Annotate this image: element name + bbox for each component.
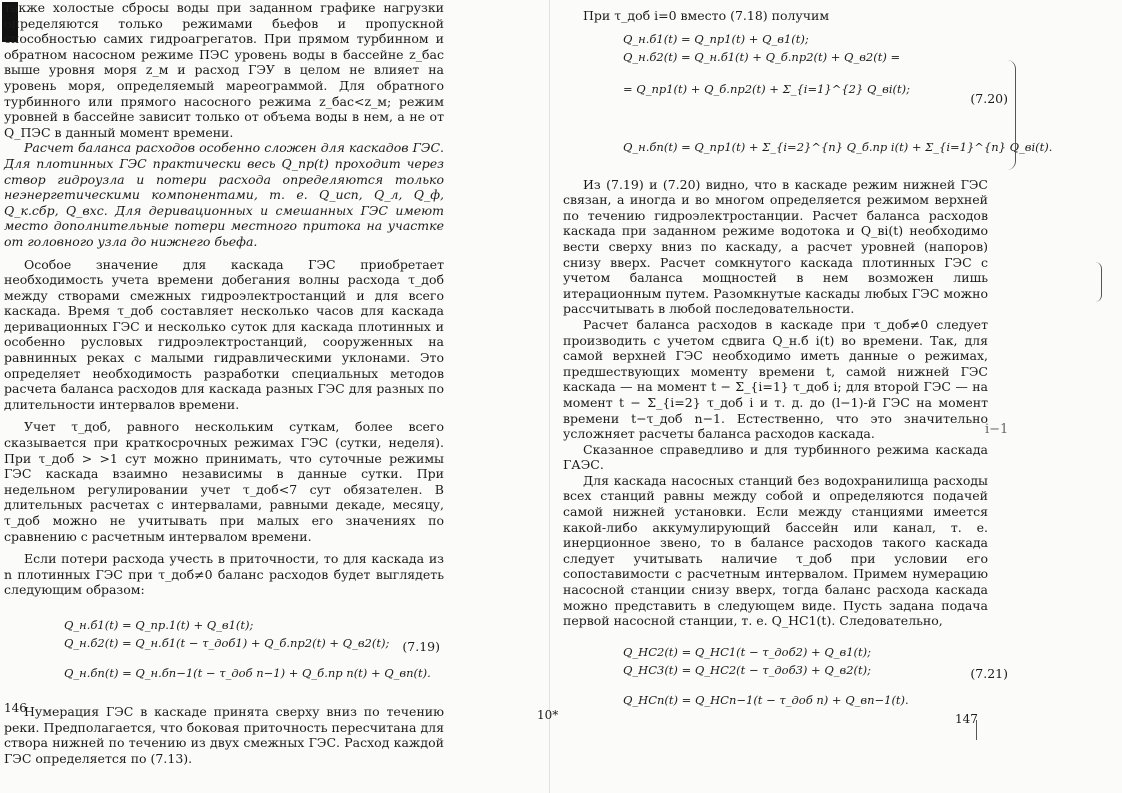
margin-bracket: [1095, 262, 1102, 302]
equation-number: (7.20): [970, 90, 1008, 106]
formula-line: Q_НС2(t) = Q_НС1(t − τ_доб2) + Q_в1(t);: [623, 644, 871, 659]
margin-bracket: [973, 720, 977, 740]
paragraph: также холостые сбросы воды при заданном графике нагрузки определяются только режимами бьефов и пропускной способностью самих гидроагрегатов. При прямом турбинном и обратном насосном режиме ПЭС уровень воды в бассейне z_бас выше уровня моря z_м и расход ГЭУ в целом не влияет на уровень моря, определяемый мареограммой. Для обратного турбинного или прямого насосного режима z_бас<z_м; режим уровней в бассейне зависит только от объема воды в нем, а не от Q_ПЭС в данный момент времени.: [4, 0, 444, 140]
formula-7-21: [623, 643, 1008, 715]
equation-number: (7.19): [402, 638, 440, 654]
formula-line: Q_НСn(t) = Q_НСn−1(t − τ_доб n) + Q_вn−1(t).: [623, 692, 909, 707]
paragraph: Особое значение для каскада ГЭС приобретает необходимость учета времени добегания волны расхода τ_доб между створами смежных гидроэлектростанций и для всего каскада. Время τ_доб составляет несколько часов для каскада деривационных ГЭС и несколько суток для каскада плотинных и особенно русловых гидроэлектростанций, сооруженных на равнинных реках с малыми гидравлическими уклонами. Это определяет необходимость разработки специальных методов расчета баланса расходов для каскада разных ГЭС для разных по длительности интервалов времени.: [4, 256, 444, 412]
formula-line: Q_н.б1(t) = Q_пр1(t) + Q_в1(t);: [623, 31, 809, 46]
margin-note: i−1: [985, 422, 1009, 437]
formula-line: Q_н.бn(t) = Q_н.бn−1(t − τ_доб n−1) + Q_б.пр n(t) + Q_вn(t).: [64, 665, 431, 680]
equation-number: (7.21): [970, 665, 1008, 681]
formula-line: Q_н.б2(t) = Q_н.б1(t) + Q_б.пр2(t) + Q_в2(t) =: [623, 49, 901, 64]
formula-line: Q_н.бn(t) = Q_пр1(t) + Σ_{i=2}^{n} Q_б.пр i(t) + Σ_{i=1}^{n} Q_вi(t).: [623, 139, 1053, 154]
paragraph: Расчет баланса расходов особенно сложен для каскадов ГЭС. Для плотинных ГЭС практически весь Q_пр(t) проходит через створ гидроузла и потери расхода определяются только неэнергетическими компонентами, т. е. Q_исп, Q_л, Q_ф, Q_к.сбр, Q_вхс. Для деривационных и смешанных ГЭС имеют место дополнительные потери местного притока на участке от головного узла до нижнего бьефа.: [4, 140, 444, 249]
paragraph: Нумерация ГЭС в каскаде принята сверху вниз по течению реки. Предполагается, что боковая приточность пересчитана для створа нижней по течению из двух смежных ГЭС. Расход каждой ГЭС определяется по (7.13).: [4, 703, 444, 766]
gutter-line: [549, 0, 550, 793]
paragraph: Учет τ_доб, равного нескольким суткам, более всего сказывается при краткосрочных режимах ГЭС (сутки, неделя). При τ_доб > >1 сут можно принимать, что суточные режимы ГЭС каскада взаимно независимы в данные сутки. При недельном регулировании учет τ_доб<7 сут обязателен. В длительных расчетах с интервалами, равными декаде, месяцу, τ_доб можно не учитывать при малых его значениях по сравнению с расчетным интервалом времени.: [4, 419, 444, 544]
right-text-column: [563, 8, 1053, 715]
paragraph: Для каскада насосных станций без водохранилища расходы всех станций равны между собой и определяются подачей самой нижней установки. Если между станциями имеется какой-либо аккумулирующий бассейн или канал, т. е. инерционное звено, то в балансе расходов такого каскада следует учитывать наличие τ_доб при условии его сопоставимости с расчетным интервалом. Примем нумерацию насосной станции снизу вверх, тогда баланс расхода каскада можно представить в следующем виде. Пусть задана подача первой насосной станции, т. е. Q_НС1(t). Следовательно,: [563, 472, 988, 629]
formula-line: = Q_пр1(t) + Q_б.пр2(t) + Σ_{i=1}^{2} Q_вi(t);: [623, 81, 910, 96]
paragraph: При τ_доб i=0 вместо (7.18) получим: [583, 8, 830, 23]
signature-mark: 10*: [537, 708, 559, 722]
page-number: 147: [955, 712, 978, 726]
formula-line: Q_н.б2(t) = Q_н.б1(t − τ_доб1) + Q_б.пр2(t) + Q_в2(t);: [64, 635, 390, 650]
paragraph: Если потери расхода учесть в приточности, то для каскада из n плотинных ГЭС при τ_доб≠0 баланс расходов будет выглядеть следующим образом:: [4, 551, 444, 598]
paragraph: Из (7.19) и (7.20) видно, что в каскаде режим нижней ГЭС связан, а иногда и во многом определяется режимом верхней по течению гидроэлектростанции. Расчет баланса расходов каскада при заданном режиме водотока и Q_вi(t) необходимо вести сверху вниз по каскаду, а расчет уровней (напоров) снизу вверх. Расчет сомкнутого каскада плотинных ГЭС с учетом баланса мощностей в нем возможен лишь итерационным путем. Разомкнутые каскады любых ГЭС можно рассчитывать в любой последовательности.: [563, 176, 988, 317]
formula-7-20: [623, 30, 1053, 170]
formula-line: Q_НС3(t) = Q_НС2(t − τ_доб3) + Q_в2(t);: [623, 662, 871, 677]
formula-line: Q_н.б1(t) = Q_пр.1(t) + Q_в1(t);: [64, 617, 254, 632]
left-text-column: [4, 0, 444, 766]
page-number: 146: [4, 701, 27, 715]
formula-brace: [1007, 60, 1016, 170]
left-page: [0, 0, 555, 793]
formula-7-19: [64, 616, 444, 686]
paragraph: Расчет баланса расходов в каскаде при τ_доб≠0 следует производить с учетом сдвига Q_н.б i(t) во времени. Так, для самой верхней ГЭС необходимо иметь данные о режимах, предшествующих моменту времени t, самой нижней ГЭС каскада — на момент t − Σ_{i=1} τ_доб i; для второй ГЭС — на момент t − Σ_{i=2} τ_доб i и т. д. до (l−1)-й ГЭС на момент времени t−τ_доб n−1. Естественно, что это значительно усложняет расчеты баланса расходов каскада.: [563, 316, 988, 442]
paragraph: Сказанное справедливо и для турбинного режима каскада ГАЭС.: [563, 441, 988, 473]
right-page: [537, 0, 1122, 793]
